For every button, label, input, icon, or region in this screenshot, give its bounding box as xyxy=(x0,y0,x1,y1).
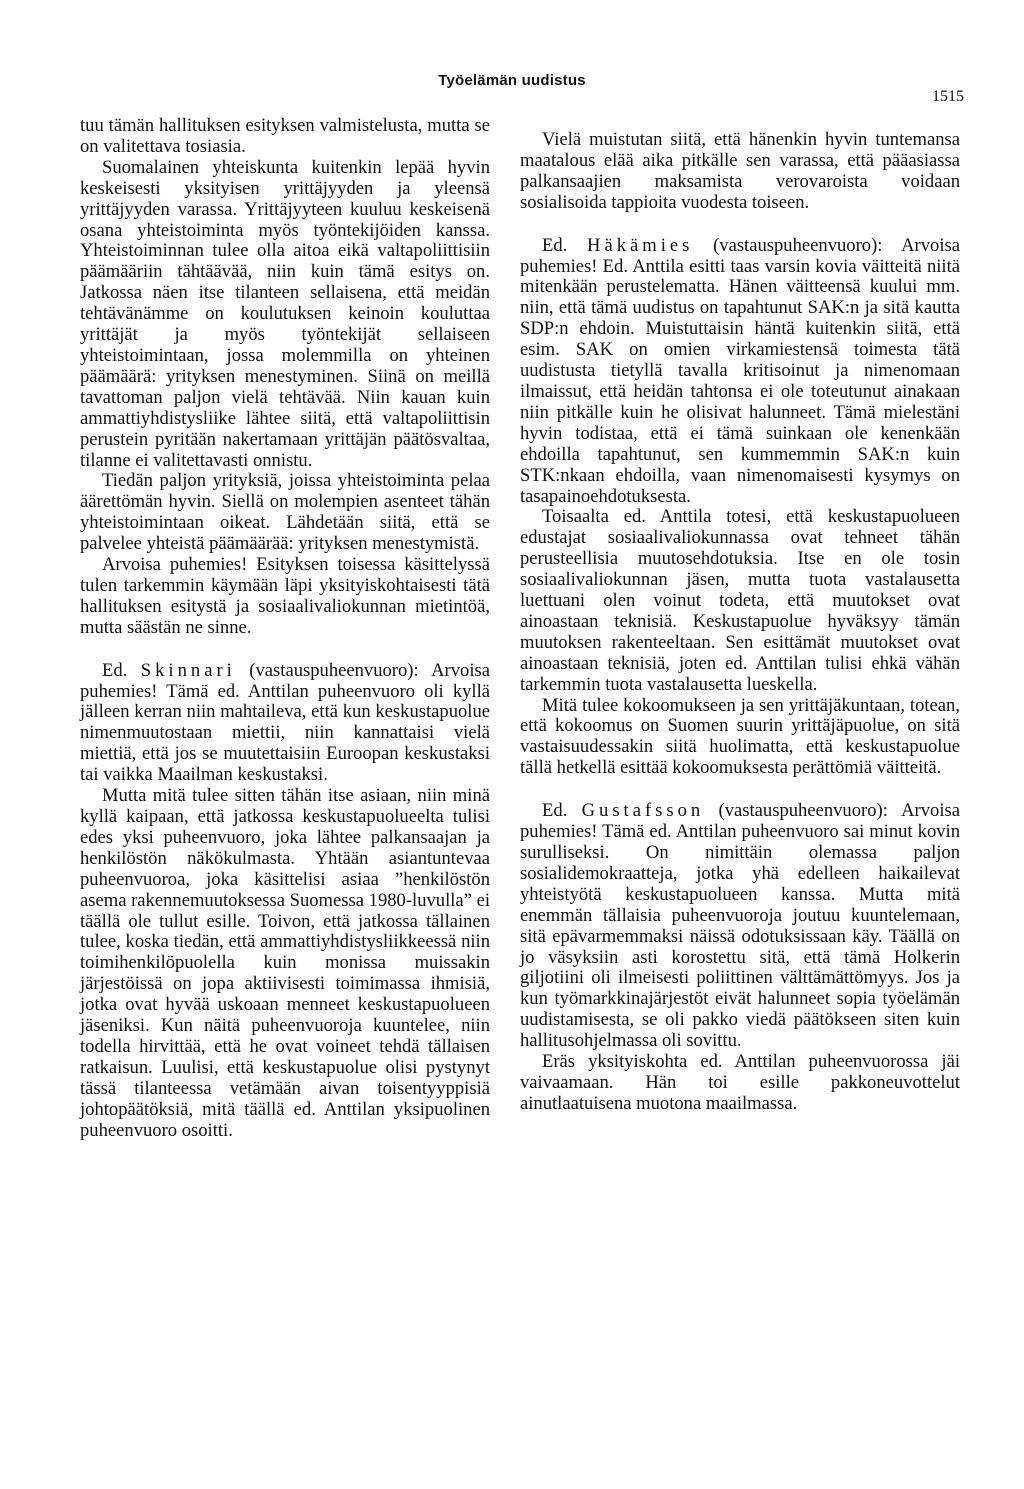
speaker-prefix: Ed. xyxy=(102,659,128,681)
left-column xyxy=(80,116,490,1142)
paragraph: Suomalainen yhteiskunta kuitenkin lepää hyvin keskeisesti yksityisen yrittäjyyden ja yleensä yrittäjyyden varassa. Yrittäjyyteen kuuluu keskeisenä osana yhteistoiminta myös työntekijöiden kanssa. Yhteistoiminnan tulee olla aitoa eikä valtapoliittisiin päämääriin tähtäävää, niin kuin tämä esitys on. Jatkossa näen itse tilanteen sellaisena, että meidän tehtävänämme on koulutuksen keinoin kouluttaa yrittäjät ja myös työntekijät sellaiseen yhteistoimintaan, jossa molemmilla on yhteinen päämäärä: yrityksen menestyminen. Siinä on meillä tavattoman paljon vielä tehtävää. Niin kauan kuin ammattiyhdistysliike lähtee siitä, että valtapoliittisin perustein pyritään nakertamaan yrittäjän päätösvaltaa, tilanne ei valitettavasti onnistu. xyxy=(80,156,490,471)
speech-text: (vastauspuheenvuoro): Arvoisa puhemies! Tämä ed. Anttilan puheenvuoro oli kyllä jälleen kerran niin mahtaileva, että kun keskustapuolue nimenmuutostaan miettii, niin kannattaisi vielä miettiä, että jos se muutettaisiin Euroopan keskustaksi tai vaikka Maailman keskustaksi. xyxy=(80,659,490,786)
speech-gustafsson xyxy=(520,801,960,1052)
paragraph: Mitä tulee kokoomukseen ja sen yrittäjäkuntaan, totean, että kokoomus on Suomen suurin yrittäjäpuolue, on sitä vastaisuudessakin siitä huolimatta, että keskustapuolue tällä hetkellä esittää kokoomuksesta perättömiä väitteitä. xyxy=(520,694,960,779)
paragraph: Toisaalta ed. Anttila totesi, että keskustapuolueen edustajat sosiaalivaliokunnassa ovat tehneet tähän perusteellisia muutosehdotuksia. Itse en ole tosin sosiaalivaliokunnan jäsen, mutta tuota vastalausetta luettuani olen voinut todeta, että muutokset ovat ainoastaan teknisiä. Keskustapuolue hyväksyy tämän muutoksen rakenteeltaan. Sen esittämät muutokset ovat ainoastaan teknisiä, joten ed. Anttilan tulisi ehkä vähän tarkemmin tuota vastalausetta lueskella. xyxy=(520,506,960,695)
paragraph: Arvoisa puhemies! Esityksen toisessa käsittelyssä tulen tarkemmin käymään läpi yksityiskohtaisesti tätä hallituksen esitystä ja sosiaalivaliokunnan mietintöä, mutta säästän ne sinne. xyxy=(80,554,490,638)
speech-hakamies xyxy=(520,236,960,508)
running-head: Työelämän uudistus xyxy=(438,72,586,89)
right-column xyxy=(520,130,960,1115)
paragraph: Vielä muistutan siitä, että hänenkin hyvin tuntemansa maatalous elää aika pitkälle sen varassa, että pääasiassa palkansaajien maksamista verovaroista voidaan sosialisoida tappioita vuodesta toiseen. xyxy=(520,129,960,213)
speech-text: (vastauspuheenvuoro): Arvoisa puhemies! Tämä ed. Anttilan puheenvuoro sai minut kovin surulliseksi. On nimittäin olemassa paljon sosialidemokraatteja, jotka yhä edelleen haikailevat yhteistyötä keskustapuolueen kanssa. Mutta mitä enemmän tällaisia puheenvuoroja joutuu kuuntelemaan, sitä epävarmemmaksi näissä odotuksissaan käy. Täällä on jo väsyksiin asti korostettu sitä, että tämä Holkerin giljotiini oli ilmeisesti poliittinen välttämättömyys. Jos ja kun työmarkkinajärjestöt eivät halunneet sopia työelämän uudistamisesta, se oli pakko viedä päätökseen siten kuin hallitusohjelmassa oli sovittu. xyxy=(520,800,960,1052)
speaker-name: Skinnari xyxy=(140,659,236,681)
page-number: 1515 xyxy=(932,88,964,105)
paragraph: tuu tämän hallituksen esityksen valmistelusta, mutta se on valitettava tosiasia. xyxy=(80,115,490,157)
speech-text: (vastauspuheenvuoro): Arvoisa puhemies! Ed. Anttila esitti taas varsin kovia väitteitä niitä mitenkään perustelematta. Hänen väitteensä kuului mm. niin, että tämä uudistus on tapahtunut SAK:n ja sitä kautta SDP:n ehdoin. Muistuttaisin häntä kuitenkin siitä, että esim. SAK on omien virkamiestensä toimesta tätä uudistusta tietyllä tavalla kritisoinut ja nimenomaan ilmaissut, että heidän tahtonsa ei ole toteutunut ainakaan niin pitkälle kuin he olisivat halunneet. Tämä mielestäni hyvin todistaa, että ei tämä suinkaan ole kenenkään ehdoilla tapahtunut, sen kummemmin SAK:n kuin STK:nkaan ehdoilla, vaan nimenomaisesti kysymys on tasapainoehdotuksesta. xyxy=(520,234,960,507)
paragraph: Eräs yksityiskohta ed. Anttilan puheenvuorossa jäi vaivaamaan. Hän toi esille pakkoneuvottelut ainutlaatuisena muotona maailmassa. xyxy=(520,1051,960,1114)
speech-skinnari xyxy=(80,661,490,786)
speaker-prefix: Ed. xyxy=(542,234,568,256)
paragraph: Mutta mitä tulee sitten tähän itse asiaan, niin minä kyllä kaipaan, että jatkossa keskustapuolueelta tulisi edes yksi puheenvuoro, joka lähtee palkansaajan ja henkilöstön näkökulmasta. Yhtään asiantuntevaa puheenvuoroa, joka käsittelisi asiaa ”henkilöstön asema rakennemuutoksessa Suomessa 1980-luvulla” ei täällä ole tullut esille. Toivon, että jatkossa tällainen tulee, koska tiedän, että ammattiyhdistysliikkeessä niin toimihenkilöpuolella kuin monissa muissakin järjestöissä on jopa aktiivisesti toimimassa ihmisiä, jotka ovat hyvää uskoaan menneet keskustapuolueen jäseniksi. Kun näitä puheenvuoroja kuuntelee, niin todella hirvittää, että he ovat voineet tehdä tällaisen ratkaisun. Luulisi, että keskustapuolue olisi pystynyt tässä tilanteessa vetämään aivan toisentyyppisiä johtopäätöksiä, mitä täällä ed. Anttilan yksipuolinen puheenvuoro osoitti. xyxy=(80,785,490,1141)
speaker-name: Gustafsson xyxy=(581,800,705,822)
speaker-prefix: Ed. xyxy=(542,800,568,822)
speaker-name: Häkämies xyxy=(587,234,694,256)
paragraph: Tiedän paljon yrityksiä, joissa yhteistoiminta pelaa äärettömän hyvin. Siellä on molempien asenteet tähän yhteistoimintaan oikeat. Lähdetään siitä, että se palvelee yhteistä päämäärää: yrityksen menestymistä. xyxy=(80,470,490,555)
